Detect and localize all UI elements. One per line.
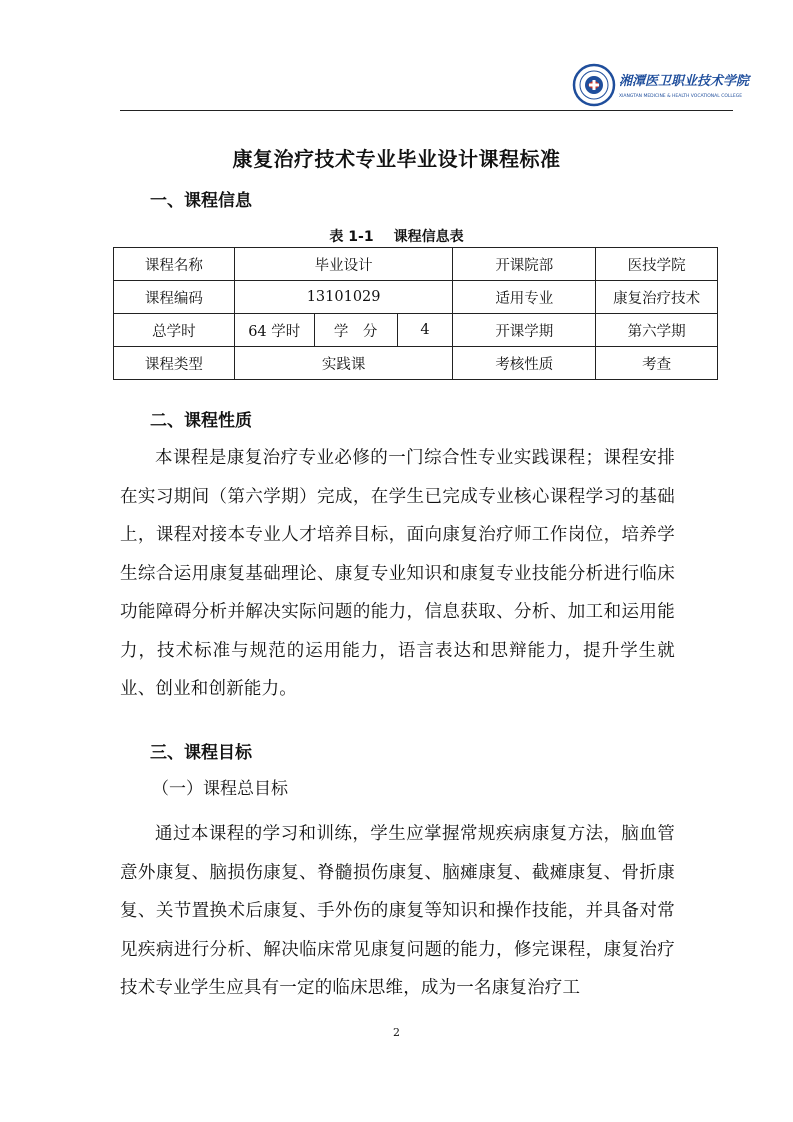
table-row — [114, 248, 718, 281]
table-caption-title: 课程信息表 — [393, 229, 464, 245]
table-caption-number: 表 1-1 — [329, 229, 374, 245]
table-cell: 毕业设计 — [234, 248, 453, 281]
table-row — [114, 314, 718, 347]
table-row — [114, 347, 718, 380]
table-cell: 考核性质 — [453, 347, 596, 380]
course-nature-paragraph: 本课程是康复治疗专业必修的一门综合性专业实践课程；课程安排在实习期间（第六学期）完成，在学生已完成专业核心课程学习的基础上，课程对接本专业人才培养目标，面向康复治疗师工作岗位，培养学生综合运用康复基础理论、康复专业知识和康复专业技能分析进行临床功能障碍分析并解决实际问题的能力，信息获取、分析、加工和运用能力，技术标准与规范的运用能力，语言表达和思辩能力，提升学生就业、创业和创新能力。 — [120, 448, 675, 699]
logo-name-cn: 湘潭医卫职业技术学院 — [619, 74, 750, 89]
table-cell: 适用专业 — [453, 281, 596, 314]
table-cell: 课程编码 — [114, 281, 235, 314]
college-logo — [572, 63, 750, 107]
table-cell: 13101029 — [234, 281, 453, 314]
section-heading-course-nature: 二、课程性质 — [150, 411, 252, 431]
header-rule — [120, 110, 733, 111]
table-cell: 开课院部 — [453, 248, 596, 281]
page-number: 2 — [393, 1026, 400, 1039]
table-cell: 课程类型 — [114, 347, 235, 380]
course-info-table — [113, 247, 718, 380]
goal-paragraph: 通过本课程的学习和训练，学生应掌握常规疾病康复方法，脑血管意外康复、脑损伤康复、脊髓损伤康复、脑瘫康复、截瘫康复、骨折康复、关节置换术后康复、手外伤的康复等知识和操作技能，并具备对常见疾病进行分析、解决临床常见康复问题的能力，修完课程，康复治疗技术专业学生应具有一定的临床思维，成为一名康复治疗工 — [120, 824, 675, 998]
table-cell: 医技学院 — [596, 248, 718, 281]
logo-name-en: XIANGTAN MEDICINE & HEALTH VOCATIONAL COLLEGE — [619, 94, 743, 99]
table-caption — [0, 226, 793, 246]
goal-subheading: （一）课程总目标 — [152, 779, 288, 799]
table-cell: 4 — [397, 314, 453, 347]
table-cell: 考查 — [596, 347, 718, 380]
section-heading-course-goals: 三、课程目标 — [150, 743, 252, 763]
table-cell: 实践课 — [234, 347, 453, 380]
table-row — [114, 281, 718, 314]
table-cell: 第六学期 — [596, 314, 718, 347]
page-header — [120, 60, 750, 112]
table-cell: 康复治疗技术 — [596, 281, 718, 314]
table-cell: 总学时 — [114, 314, 235, 347]
document-title: 康复治疗技术专业毕业设计课程标准 — [232, 147, 561, 171]
table-cell: 64 学时 — [234, 314, 314, 347]
table-cell: 学 分 — [314, 314, 397, 347]
section-heading-course-info: 一、课程信息 — [150, 191, 252, 211]
table-cell: 开课学期 — [453, 314, 596, 347]
table-cell: 课程名称 — [114, 248, 235, 281]
